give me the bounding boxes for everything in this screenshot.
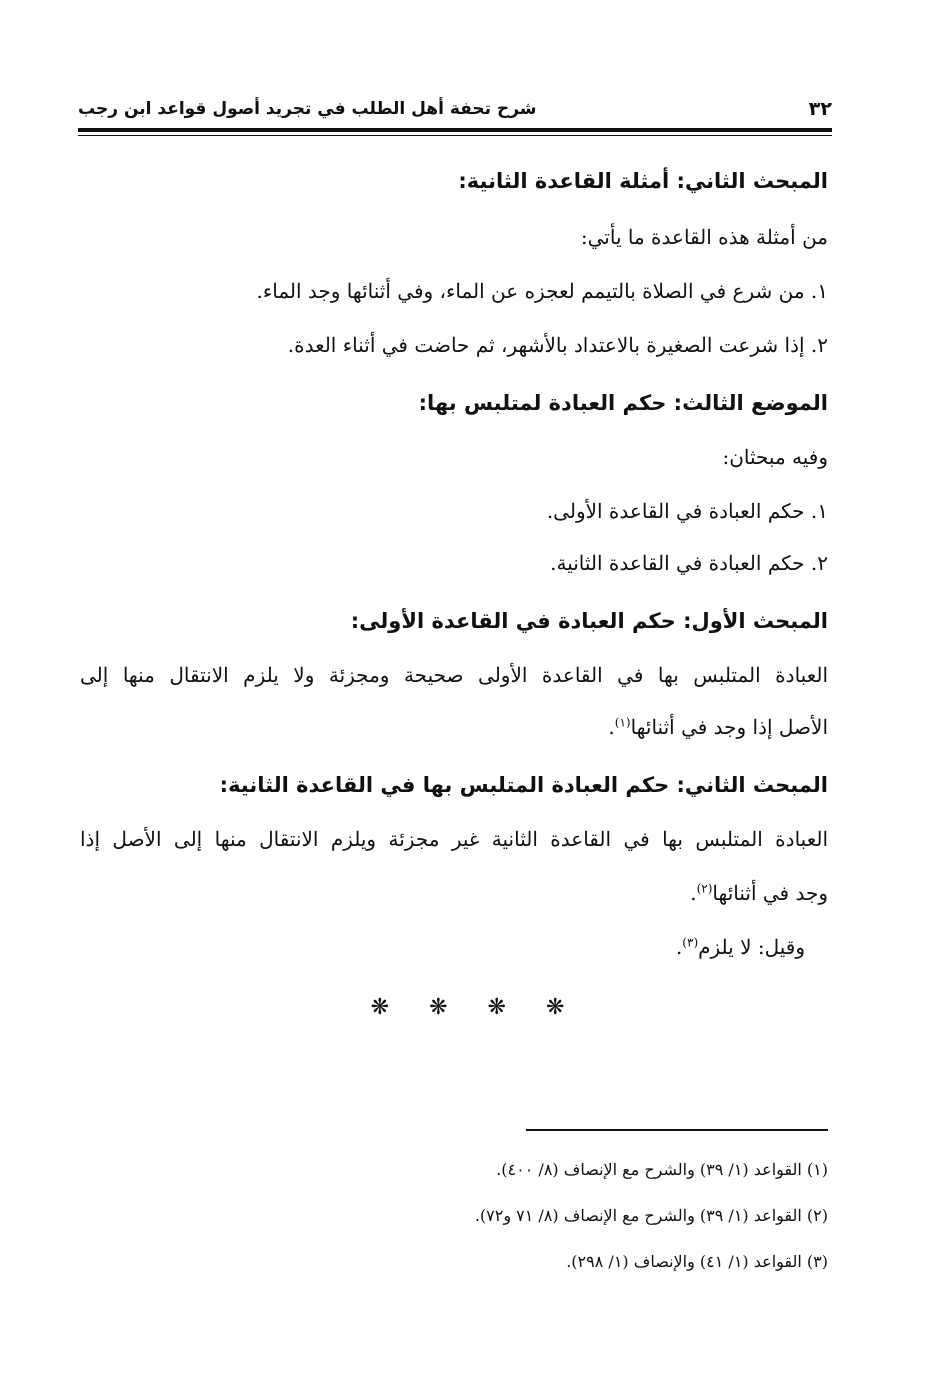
heading-third-topic: الموضع الثالث: حكم العبادة لمتلبس بها: xyxy=(418,391,828,415)
paragraph-line: العبادة المتلبس بها في القاعدة الثانية غير مجزئة ويلزم الانتقال منها إلى الأصل إذا xyxy=(80,827,828,851)
footnote: (١) القواعد (١/ ٣٩) والشرح مع الإنصاف (٨/ ٤٠٠). xyxy=(496,1160,828,1179)
heading-first-section-ruling: المبحث الأول: حكم العبادة في القاعدة الأولى: xyxy=(350,609,828,633)
paragraph-line: وفيه مبحثان: xyxy=(722,445,828,469)
paragraph-line: الأصل إذا وجد في أثنائها$^{(١)}$. xyxy=(608,715,828,739)
list-item: ١. من شرع في الصلاة بالتيمم لعجزه عن الماء، وفي أثنائها وجد الماء. xyxy=(256,279,828,303)
footnote-separator xyxy=(526,1129,828,1131)
paragraph-line: العبادة المتلبس بها في القاعدة الأولى صحيحة ومجزئة ولا يلزم الانتقال منها إلى xyxy=(80,663,828,687)
footnote: (٣) القواعد (١/ ٤١) والإنصاف (١/ ٢٩٨). xyxy=(566,1252,828,1271)
list-item: ٢. إذا شرعت الصغيرة بالاعتداد بالأشهر، ثم حاضت في أثناء العدة. xyxy=(287,333,828,357)
running-title: شرح تحفة أهل الطلب في تجريد أصول قواعد ابن رجب xyxy=(78,99,537,119)
star-ornament: ❋ xyxy=(487,995,506,1020)
list-item: ٢. حكم العبادة في القاعدة الثانية. xyxy=(550,551,828,575)
footnote-ref: (٣) xyxy=(682,935,699,950)
footnote-ref: (٢) xyxy=(696,881,713,896)
list-item: ١. حكم العبادة في القاعدة الأولى. xyxy=(546,499,828,523)
page-number: ٣٢ xyxy=(808,98,832,120)
paragraph-line: من أمثلة هذه القاعدة ما يأتي: xyxy=(580,225,828,249)
star-ornament: ❋ xyxy=(429,995,448,1020)
header-rule-thick xyxy=(78,128,832,132)
star-ornament: ❋ xyxy=(545,995,565,1020)
footnote: (٢) القواعد (١/ ٣٩) والشرح مع الإنصاف (٨/ ٧١ و٧٢). xyxy=(474,1206,828,1225)
header-rule-thin xyxy=(78,135,832,136)
star-ornament: ❋ xyxy=(370,995,390,1020)
page-header xyxy=(78,94,832,124)
footnote-ref: (١) xyxy=(614,715,631,730)
heading-second-section-ruling: المبحث الثاني: حكم العبادة المتلبس بها في القاعدة الثانية: xyxy=(219,773,828,797)
heading-second-section-examples: المبحث الثاني: أمثلة القاعدة الثانية: xyxy=(458,169,828,193)
paragraph-line: وجد في أثنائها$^{(٢)}$. xyxy=(690,881,828,905)
paragraph-line: وقيل: لا يلزم$^{(٣)}$. xyxy=(675,935,805,959)
section-separator xyxy=(0,995,935,1025)
